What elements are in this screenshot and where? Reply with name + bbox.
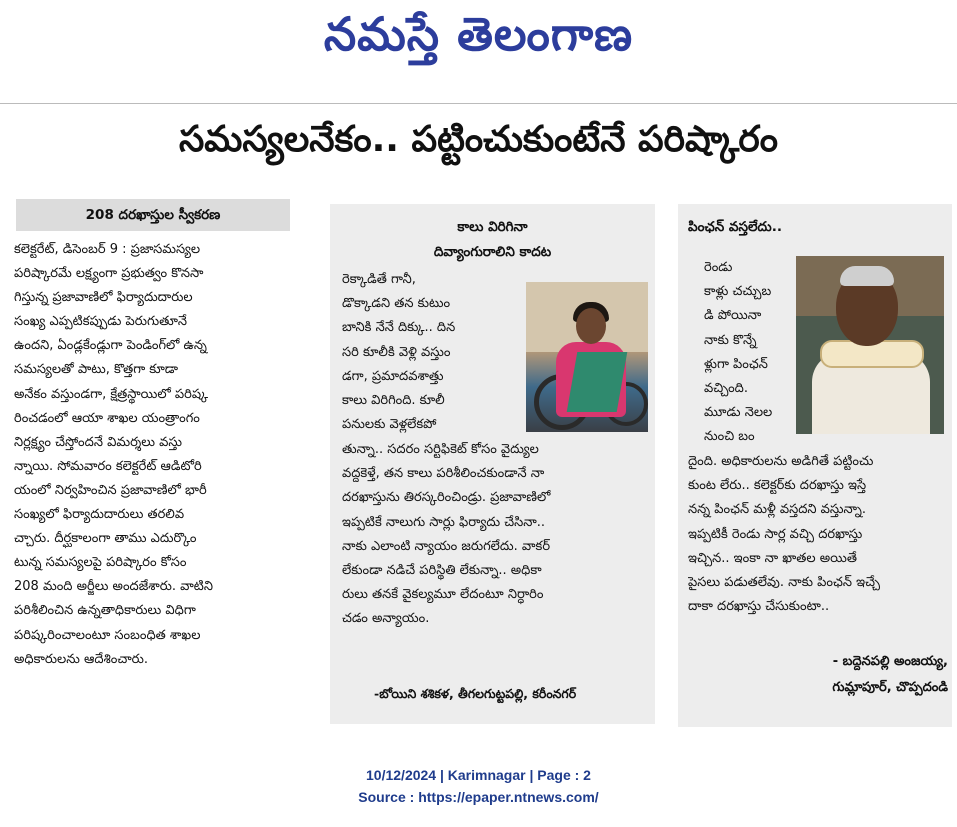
article-line: సరి కూలీకి వెళ్లి వస్తుం: [342, 344, 451, 360]
article-line: వచ్చింది.: [704, 381, 748, 397]
newspaper-masthead: నమస్తే తెలంగాణ: [323, 7, 634, 61]
middle-narrow-text: [342, 268, 518, 437]
article-line: ళ్లుగా పింఛన్: [704, 356, 768, 372]
article-line: డొక్కాడని తన కుటుం: [342, 296, 451, 312]
article-line: చ్చారు. దీర్ఘకాలంగా తాము ఎదుర్కొం: [14, 531, 197, 547]
article-line: అనేకం వస్తుండగా, క్షేత్రస్థాయిలో పరిష్క: [14, 386, 209, 402]
woman-in-wheelchair-photo: [526, 282, 648, 432]
article-line: దైంది. అధికారులను అడిగితే పట్టించు: [688, 454, 874, 469]
right-story-head: పింఛన్ వస్తలేదు..: [688, 219, 782, 235]
article-line: సంఖ్య ఎప్పటికప్పుడు పెరుగుతూనే: [14, 314, 188, 330]
article-line: కాళ్లు చచ్చుబ: [704, 284, 772, 300]
article-line: అధికారులను ఆదేశించారు.: [14, 651, 149, 667]
article-line: దరఖాస్తును తిరస్కరించిండ్రు. ప్రజావాణిలో: [342, 490, 551, 506]
article-line: పరిశీలించిన ఉన్నతాధికారులు విధిగా: [14, 603, 196, 619]
article-line: ఇచ్చిన.. ఇంకా నా ఖాతల అయితే: [688, 550, 857, 566]
article-line: రెక్కాడితే గానీ,: [342, 272, 416, 287]
article-line: డి పోయినా: [704, 308, 762, 324]
article-line: నిర్లక్ష్యం చేస్తోందనే విమర్శలు వస్తు: [14, 434, 182, 450]
article-line: 208 మంది అర్జీలు అందజేశారు. వాటిని: [14, 579, 213, 595]
article-line: సమస్యలతో పాటు, కొత్తగా కూడా: [14, 362, 179, 378]
middle-wide-text: [342, 438, 646, 632]
article-line: పనులకు వెళ్లలేకపో: [342, 417, 437, 433]
masthead-divider: [0, 103, 957, 104]
right-narrow-text: [704, 256, 788, 450]
article-line: మూడు నెలల: [704, 405, 773, 421]
article-line: పరిష్కరించాలంటూ సంబంధిత శాఖల: [14, 627, 201, 643]
right-story-box: [678, 204, 952, 727]
middle-byline: -బోయిని శశికళ, తీగలగుట్టపల్లి, కరీంనగర్: [374, 686, 577, 701]
article-line: యంలో నిర్వహించిన ప్రజావాణిలో భారీ: [14, 482, 207, 498]
article-line: కుంట లేరు.. కలెక్టర్‌కు దరఖాస్తు ఇస్తే: [688, 478, 867, 494]
article-line: కలెక్టరేట్, డిసెంబర్ 9 : ప్రజాసమస్యల: [14, 242, 201, 257]
article-line: రెండు: [704, 260, 733, 275]
middle-story-head-line1: కాలు విరిగినా: [457, 219, 528, 235]
article-line: రించడంలో ఆయా శాఖల యంత్రాంగం: [14, 410, 200, 426]
middle-story-box: [330, 204, 655, 724]
article-line: ఇప్పటికీ రెండు సార్ల వచ్చి దరఖాస్తు: [688, 526, 863, 542]
article-line: సంఖ్యలో ఫిర్యాదుదారులు తరలివ: [14, 507, 185, 523]
article-line: డగా, ప్రమాదవశాత్తు: [342, 368, 444, 384]
footer-source-link[interactable]: Source : https://epaper.ntnews.com/: [358, 789, 599, 805]
right-byline-name: - బద్దెనపల్లి అంజయ్య,: [832, 654, 948, 669]
page-headline: సమస్యలనేకం.. పట్టించుకుంటేనే పరిష్కారం: [179, 119, 778, 160]
article-line: నాకు కొన్నే: [704, 332, 757, 348]
article-line: రులు తనకే వైకల్యమూ లేదంటూ నిర్ధారిం: [342, 587, 544, 603]
left-subhead: 208 దరఖాస్తుల స్వీకరణ: [16, 199, 290, 231]
article-line: తున్నా.. సదరం సర్టిఫికెట్ కోసం వైద్యుల: [342, 442, 539, 457]
article-line: వద్దకెళ్తే, తన కాలు పరిశీలించకుండానే నా: [342, 466, 545, 482]
article-line: పైసలు పడుతలేవు. నాకు పింఛన్ ఇచ్చే: [688, 575, 881, 591]
footer-date-edition: 10/12/2024 | Karimnagar | Page : 2: [366, 767, 591, 783]
article-line: న్నాయి. సోమవారం కలెక్టరేట్ ఆడిటోరి: [14, 458, 202, 474]
article-line: ఇప్పటికే నాలుగు సార్లు ఫిర్యాదు చేసినా..: [342, 514, 545, 530]
article-line: టున్న సమస్యలపై పరిష్కారం కోసం: [14, 555, 187, 571]
article-line: నుంచి బం: [704, 429, 755, 445]
article-line: నాకు ఎలాంటి న్యాయం జరుగలేదు. వాకర్: [342, 538, 551, 554]
article-line: బానికి నేనే దిక్కు.. దిన: [342, 320, 456, 336]
left-article-body: [14, 238, 294, 672]
article-line: చడం అన్యాయం.: [342, 611, 430, 627]
article-line: పరిష్కారమే లక్ష్యంగా ప్రభుత్వం కొనసా: [14, 266, 204, 282]
article-line: దాకా దరఖాస్తు చేసుకుంటా..: [688, 599, 830, 615]
elderly-man-photo: [796, 256, 944, 434]
right-byline-place: గుమ్లాపూర్, చొప్పదండి: [832, 680, 948, 695]
article-line: నన్న పింఛన్ మళ్లీ వస్తదని వస్తున్నా.: [688, 502, 866, 518]
right-wide-text: [688, 450, 944, 619]
article-line: కాలు విరిగింది. కూలీ: [342, 393, 445, 409]
article-line: లేకుండా నడిచే పరిస్థితి లేకున్నా.. అధికా: [342, 563, 542, 579]
article-line: ఉందని, ఏండ్లకేండ్లుగా పెండింగ్‌లో ఉన్న: [14, 338, 207, 354]
article-line: గిస్తున్న ప్రజావాణిలో ఫిర్యాదుదారుల: [14, 290, 193, 306]
middle-story-head-line2: దివ్యాంగురాలిని కాదట: [433, 244, 552, 260]
